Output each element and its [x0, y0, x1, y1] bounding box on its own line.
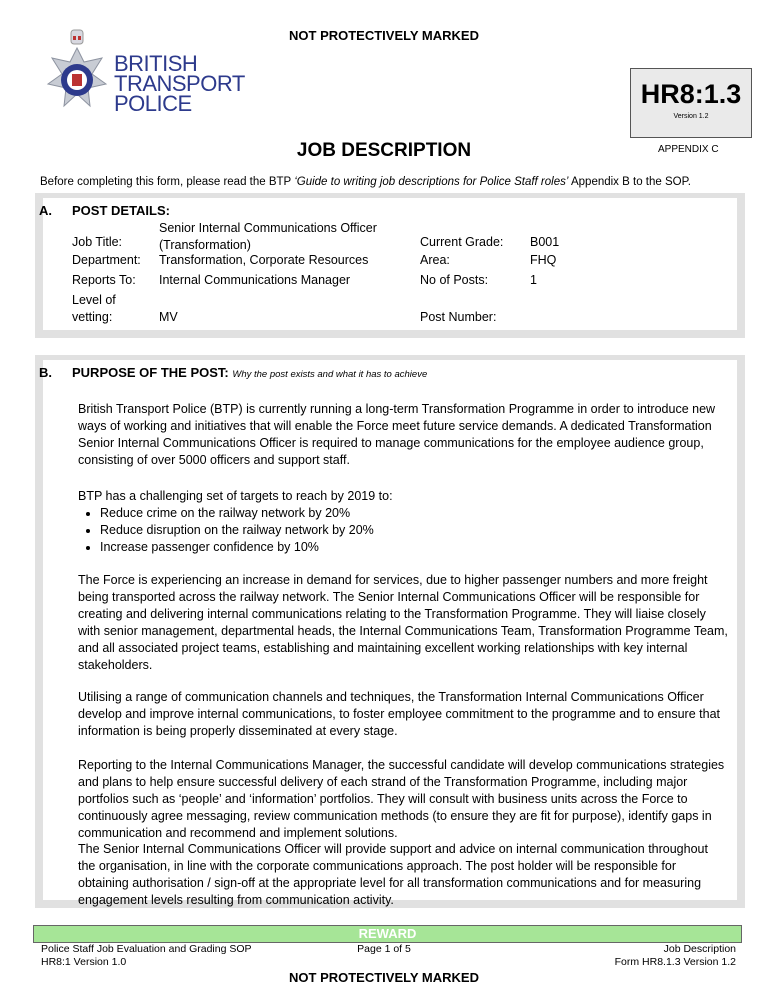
purpose-paragraph-3: The Force is experiencing an increase in demand for services, due to higher passenger numbers and more freight being transported across the railway network. The Senior Internal Communications Officer will be responsible for creating and delivering internal communications relating to the Transformation Programme. They will liaise closely with senior management, departmental heads, the Internal Communications Team, Transformation Programme Team, and all associated project teams, establishing and maintaining excellent working relationships with key internal stakeholders. [78, 573, 728, 672]
area-value: FHQ [530, 253, 557, 267]
purpose-paragraph-4: Utilising a range of communication channels and techniques, the Transformation Internal Communications Officer develop and improve internal communications, to foster employee commitment to the programme and to ensure that information is being properly disseminated at every stage. [78, 690, 720, 738]
department-value: Transformation, Corporate Resources [159, 253, 369, 267]
page-title: JOB DESCRIPTION [296, 140, 472, 161]
logo-line-3: POLICE [114, 91, 192, 116]
reports-to-value: Internal Communications Manager [159, 273, 351, 287]
section-b-title: PURPOSE OF THE POST: [72, 365, 229, 380]
vetting-value: MV [159, 310, 178, 324]
targets-list [78, 505, 728, 556]
logo-line-2: TRANSPORT [114, 71, 245, 96]
area-label: Area: [420, 253, 450, 267]
section-a-heading: POST DETAILS: [72, 203, 170, 218]
target-item: • Reduce disruption on the railway network by 20% [100, 522, 728, 539]
intro-text [40, 176, 691, 188]
post-number-label: Post Number: [420, 310, 497, 324]
footer-form-version: Form HR8.1.3 Version 1.2 [614, 956, 736, 968]
protective-marking-header: NOT PROTECTIVELY MARKED [289, 28, 479, 43]
form-version: Version 1.2 [673, 113, 709, 120]
job-title-line-1: Senior Internal Communications Officer [159, 221, 377, 235]
police-crest-icon [42, 26, 112, 116]
section-b-letter: B. [39, 365, 52, 380]
reports-to-label: Reports To: [72, 273, 136, 287]
footer-right [615, 943, 736, 969]
section-a-letter: A. [39, 203, 52, 218]
purpose-paragraph-2: BTP has a challenging set of targets to reach by 2019 to: [78, 489, 393, 503]
intro-guide-title: ‘Guide to writing job descriptions for Police Staff roles’ [294, 176, 569, 188]
appendix-label: APPENDIX C [658, 144, 719, 155]
section-b-heading [72, 365, 427, 380]
reward-banner: REWARD [33, 925, 742, 943]
posts-label: No of Posts: [420, 273, 489, 287]
target-item: • Reduce crime on the railway network by 20% [100, 505, 728, 522]
purpose-paragraph-1: British Transport Police (BTP) is currently running a long-term Transformation Programme in order to introduce new ways of working and initiatives that will enable the Force meet future service demands. A dedicated Transformation Senior Internal Communications Officer is required to manage communications for the employee audience group, consisting of over 5000 officers and support staff. [78, 402, 716, 467]
targets-block [78, 488, 728, 556]
vetting-label-2: vetting: [72, 310, 113, 324]
grade-value: B001 [530, 235, 560, 249]
vetting-label [72, 292, 116, 326]
section-a-post-details [35, 193, 745, 338]
form-code-box [630, 68, 752, 138]
logo-line-1: BRITISH [114, 51, 198, 76]
intro-after: Appendix B to the SOP. [568, 176, 691, 188]
vetting-label-1: Level of [72, 293, 116, 307]
job-title-value [159, 220, 377, 254]
target-item: • Increase passenger confidence by 10% [100, 539, 728, 556]
grade-label: Current Grade: [420, 235, 504, 249]
page-number: Page 1 of 5 [357, 943, 411, 955]
section-b-subheading: Why the post exists and what it has to achieve [232, 369, 428, 380]
department-label: Department: [72, 253, 141, 267]
footer-form-name: Job Description [663, 943, 736, 955]
purpose-paragraph-5: Reporting to the Internal Communications Manager, the successful candidate will develop communications strategies and plans to help ensure successful delivery of each strand of the Transformation Programme, including major portfolios such as ‘people’ and ‘information’ portfolios. They will consult with business units across the Force to continuously agree messaging, review communication methods (to ensure they are fit for purpose), identify gaps in communication and recommend and implement solutions. [78, 758, 725, 840]
job-title-label: Job Title: [72, 235, 123, 249]
footer-sop-version: HR8:1 Version 1.0 [41, 956, 127, 968]
posts-value: 1 [530, 273, 537, 287]
job-title-line-2: (Transformation) [159, 238, 251, 252]
protective-marking-footer: NOT PROTECTIVELY MARKED [289, 970, 479, 985]
btp-logo [42, 26, 245, 116]
form-code: HR8:1.3 [640, 79, 742, 109]
purpose-paragraph-6: The Senior Internal Communications Officer will provide support and advice on internal communication throughout the organisation, in line with the corporate communications approach. The post holder will be responsible for obtaining authorisation / sign-off at the appropriate level for all transformation communications and for measuring engagement levels resulting from communication activity. [78, 842, 708, 907]
footer-sop-title: Police Staff Job Evaluation and Grading SOP [41, 943, 252, 955]
intro-before: Before completing this form, please read the BTP [40, 176, 295, 188]
